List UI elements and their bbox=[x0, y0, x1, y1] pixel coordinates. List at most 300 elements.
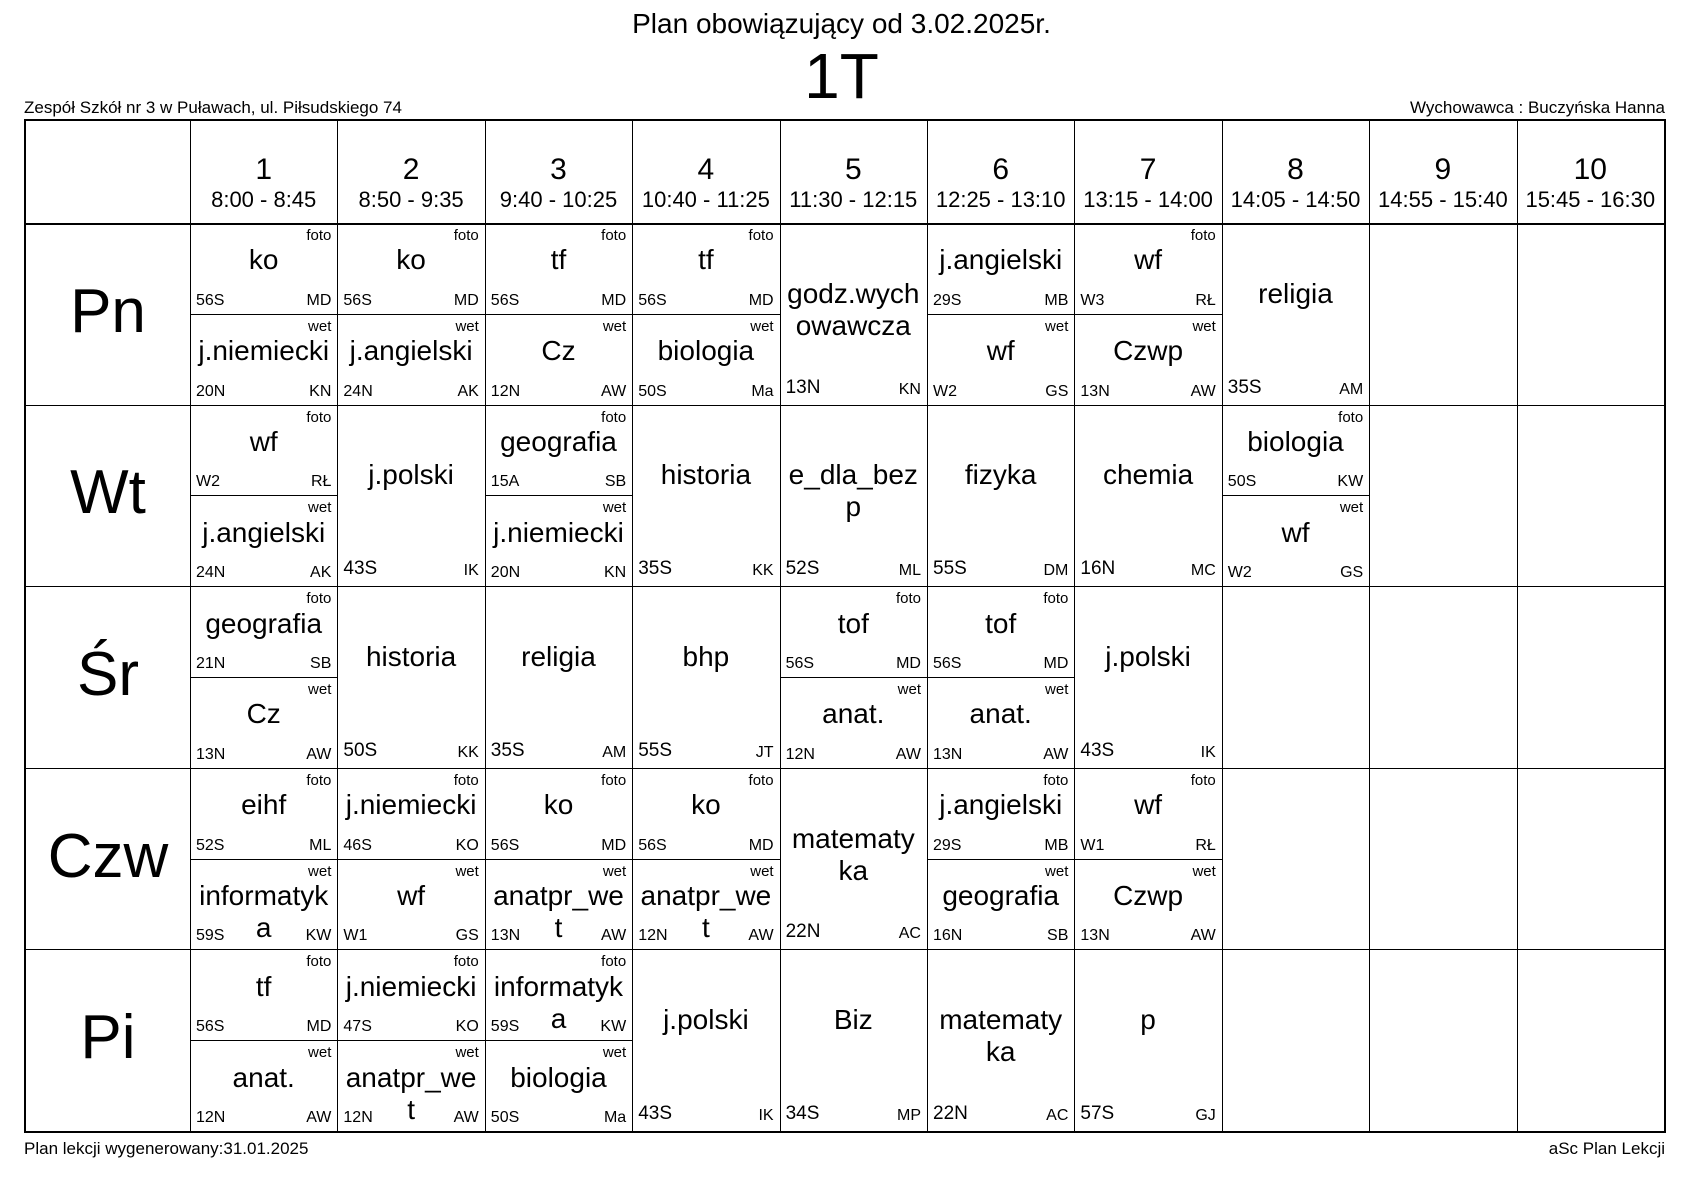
teacher-code: MD bbox=[601, 836, 627, 854]
room-number: 13N bbox=[933, 745, 963, 763]
subject-name: historia bbox=[365, 640, 457, 672]
lesson-group-bottom bbox=[190, 677, 337, 768]
group-tag: foto bbox=[306, 408, 332, 426]
group-tag: wet bbox=[1045, 681, 1069, 698]
empty-cell bbox=[1369, 586, 1516, 768]
subject-name: informatyka bbox=[199, 879, 329, 943]
lesson-group-top bbox=[190, 405, 337, 496]
teacher-code: KN bbox=[898, 380, 921, 398]
lesson-group-top bbox=[1074, 768, 1221, 859]
period-header bbox=[632, 121, 779, 223]
lesson-group-top bbox=[485, 949, 632, 1040]
empty-cell bbox=[1517, 586, 1664, 768]
room-number: 52S bbox=[196, 836, 225, 854]
day-label: Wt bbox=[70, 458, 146, 528]
group-tag: foto bbox=[453, 771, 479, 789]
room-number: 56S bbox=[196, 1018, 225, 1036]
period-time: 12:25 - 13:10 bbox=[935, 187, 1066, 212]
subject-name: ko bbox=[543, 789, 574, 821]
subject-name: j.polski bbox=[663, 1004, 749, 1036]
lesson-group-top bbox=[927, 223, 1074, 314]
day-label: Pn bbox=[70, 276, 146, 346]
period-number: 10 bbox=[1573, 153, 1607, 186]
teacher-code: MD bbox=[896, 654, 921, 672]
room-number: W2 bbox=[933, 382, 957, 400]
teacher-code: DM bbox=[1043, 562, 1069, 580]
group-tag: wet bbox=[308, 317, 332, 335]
room-number: 13N bbox=[196, 745, 226, 763]
group-tag: wet bbox=[602, 499, 627, 517]
period-header bbox=[485, 121, 632, 223]
teacher-code: IK bbox=[463, 562, 479, 580]
subject-name: biologia bbox=[1247, 425, 1344, 457]
teacher-code: KO bbox=[455, 1018, 479, 1036]
room-number: 46S bbox=[343, 836, 372, 854]
room-number: 43S bbox=[638, 1102, 672, 1124]
group-tag: foto bbox=[601, 227, 627, 244]
subject-name: wf bbox=[249, 425, 278, 457]
subject-name: fizyka bbox=[964, 459, 1037, 491]
subject-name: biologia bbox=[510, 1061, 607, 1093]
empty-cell bbox=[1369, 949, 1516, 1131]
room-number: 43S bbox=[1080, 739, 1115, 761]
lesson-cell bbox=[780, 768, 927, 950]
teacher-code: SB bbox=[604, 473, 627, 491]
lesson-group-bottom bbox=[1074, 314, 1221, 405]
subject-name: anatpr_wet bbox=[640, 879, 772, 943]
subject-name: tof bbox=[985, 607, 1017, 639]
period-number: 2 bbox=[402, 153, 420, 186]
lesson-group-top bbox=[485, 405, 632, 496]
group-tag: wet bbox=[1045, 862, 1069, 880]
room-number: 20N bbox=[490, 564, 521, 582]
period-time: 10:40 - 11:25 bbox=[641, 187, 770, 212]
subject-name: j.niemiecki bbox=[198, 335, 330, 367]
lesson-cell bbox=[337, 405, 484, 587]
subject-name: j.niemiecki bbox=[493, 516, 624, 548]
room-number: 20N bbox=[196, 382, 226, 400]
empty-cell bbox=[1517, 768, 1664, 950]
lesson-group-top bbox=[780, 586, 927, 677]
teacher-code: KO bbox=[455, 836, 479, 854]
teacher-code: JT bbox=[755, 743, 774, 761]
subject-name: anat. bbox=[822, 698, 885, 730]
room-number: 35S bbox=[638, 558, 672, 580]
subject-name: religia bbox=[521, 640, 596, 672]
room-number: 29S bbox=[933, 836, 962, 854]
room-number: W1 bbox=[1080, 836, 1105, 854]
class-title: 1T bbox=[804, 40, 879, 112]
period-time: 8:50 - 9:35 bbox=[358, 187, 464, 212]
lesson-cell bbox=[337, 586, 484, 768]
lesson-group-top bbox=[190, 768, 337, 859]
teacher-code: MD bbox=[1043, 654, 1069, 672]
period-number: 5 bbox=[844, 153, 862, 186]
room-number: 29S bbox=[933, 291, 962, 309]
room-number: 56S bbox=[196, 291, 225, 309]
empty-cell bbox=[1222, 949, 1369, 1131]
lesson-group-bottom bbox=[190, 859, 337, 950]
teacher-code: SB bbox=[1047, 927, 1069, 945]
room-number: 56S bbox=[490, 291, 520, 309]
group-tag: foto bbox=[1190, 771, 1216, 789]
lesson-cell bbox=[780, 223, 927, 405]
room-number: 16N bbox=[1080, 558, 1116, 580]
teacher-code: RŁ bbox=[310, 473, 332, 491]
lesson-group-bottom bbox=[337, 1040, 484, 1131]
teacher-code: AW bbox=[601, 382, 627, 400]
subject-name: geografia bbox=[205, 607, 323, 639]
subject-name: j.angielski bbox=[349, 335, 473, 367]
group-tag: foto bbox=[1043, 590, 1069, 608]
teacher-code: AW bbox=[1190, 927, 1216, 945]
group-tag: foto bbox=[453, 227, 479, 244]
subject-name: Czwp bbox=[1113, 335, 1184, 367]
empty-cell bbox=[1369, 768, 1516, 950]
lesson-group-top bbox=[190, 949, 337, 1040]
period-number: 6 bbox=[992, 153, 1010, 186]
teacher-code: AW bbox=[453, 1108, 479, 1126]
subject-name: ko bbox=[248, 244, 279, 276]
teacher-code: MD bbox=[453, 291, 479, 309]
lesson-group-bottom bbox=[485, 1040, 632, 1131]
group-tag: foto bbox=[601, 771, 627, 789]
teacher-code: Ma bbox=[603, 1108, 627, 1126]
plan-effective-date: Plan obowiązujący od 3.02.2025r. bbox=[632, 8, 1051, 39]
period-time: 11:30 - 12:15 bbox=[789, 187, 918, 212]
group-tag: wet bbox=[602, 862, 627, 880]
room-number: 55S bbox=[933, 558, 967, 580]
teacher-code: AW bbox=[748, 927, 774, 945]
subject-name: tf bbox=[698, 244, 714, 276]
lesson-group-bottom bbox=[632, 859, 779, 950]
subject-name: matematyka bbox=[939, 1004, 1063, 1068]
subject-name: j.polski bbox=[368, 459, 454, 491]
empty-cell bbox=[1369, 223, 1516, 405]
teacher-code: MD bbox=[748, 291, 774, 309]
period-time: 14:55 - 15:40 bbox=[1378, 187, 1508, 212]
room-number: 56S bbox=[638, 836, 667, 854]
period-header bbox=[927, 121, 1074, 223]
subject-name: ko bbox=[396, 244, 426, 276]
group-tag: foto bbox=[1190, 227, 1216, 244]
subject-name: wf bbox=[397, 879, 426, 911]
room-number: 22N bbox=[933, 1102, 968, 1124]
teacher-code: MC bbox=[1190, 562, 1216, 580]
period-number: 3 bbox=[550, 153, 567, 186]
group-tag: foto bbox=[453, 953, 479, 971]
room-number: 57S bbox=[1080, 1102, 1115, 1124]
teacher-code: GS bbox=[1045, 382, 1069, 400]
subject-name: wf bbox=[986, 335, 1015, 367]
room-number: W2 bbox=[196, 473, 220, 491]
teacher-code: GJ bbox=[1195, 1106, 1216, 1124]
room-number: 59S bbox=[196, 927, 225, 945]
lesson-group-top bbox=[1074, 223, 1221, 314]
room-number: 22N bbox=[785, 921, 821, 943]
lesson-group-bottom bbox=[337, 859, 484, 950]
homeroom-teacher: Wychowawca : Buczyńska Hanna bbox=[1410, 98, 1665, 117]
period-number: 9 bbox=[1434, 153, 1452, 186]
lesson-group-bottom bbox=[485, 859, 632, 950]
period-header bbox=[1222, 121, 1369, 223]
subject-name: e_dla_bezp bbox=[788, 459, 918, 523]
room-number: W3 bbox=[1080, 291, 1105, 309]
group-tag: foto bbox=[306, 227, 332, 244]
room-number: 21N bbox=[196, 654, 226, 672]
group-tag: foto bbox=[306, 771, 332, 789]
room-number: W1 bbox=[343, 927, 368, 945]
lesson-group-top bbox=[632, 768, 779, 859]
group-tag: wet bbox=[897, 681, 921, 698]
subject-name: geografia bbox=[500, 425, 617, 457]
teacher-code: SB bbox=[310, 654, 332, 672]
teacher-code: AC bbox=[898, 925, 921, 943]
period-header bbox=[780, 121, 927, 223]
lesson-cell bbox=[780, 405, 927, 587]
teacher-code: KN bbox=[309, 382, 332, 400]
teacher-code: AW bbox=[895, 745, 921, 763]
group-tag: wet bbox=[602, 317, 627, 335]
subject-name: j.niemiecki bbox=[345, 970, 477, 1002]
room-number: 12N bbox=[343, 1108, 373, 1126]
teacher-code: IK bbox=[758, 1106, 774, 1124]
room-number: 24N bbox=[196, 564, 226, 582]
teacher-code: GS bbox=[455, 927, 479, 945]
subject-name: j.angielski bbox=[202, 516, 326, 548]
lesson-cell bbox=[780, 949, 927, 1131]
group-tag: wet bbox=[455, 317, 479, 335]
subject-name: anatpr_wet bbox=[493, 879, 624, 943]
period-time: 15:45 - 16:30 bbox=[1525, 187, 1656, 212]
teacher-code: AW bbox=[1043, 745, 1069, 763]
period-time: 8:00 - 8:45 bbox=[211, 187, 317, 212]
room-number: 12N bbox=[490, 382, 521, 400]
teacher-code: ML bbox=[309, 836, 332, 854]
group-tag: wet bbox=[455, 1044, 479, 1062]
subject-name: bhp bbox=[682, 640, 730, 672]
subject-name: informatyka bbox=[493, 970, 624, 1034]
period-number: 8 bbox=[1287, 153, 1304, 186]
room-number: 56S bbox=[638, 291, 667, 309]
group-tag: foto bbox=[1338, 408, 1364, 426]
teacher-code: RŁ bbox=[1195, 836, 1216, 854]
group-tag: wet bbox=[602, 1044, 627, 1062]
group-tag: foto bbox=[748, 771, 774, 789]
teacher-code: AW bbox=[1190, 382, 1216, 400]
period-header bbox=[1074, 121, 1221, 223]
room-number: 35S bbox=[1227, 376, 1262, 398]
teacher-code: AW bbox=[306, 745, 332, 763]
room-number: 16N bbox=[933, 927, 963, 945]
period-header bbox=[1369, 121, 1516, 223]
lesson-cell bbox=[927, 949, 1074, 1131]
empty-cell bbox=[1517, 223, 1664, 405]
day-label: Czw bbox=[47, 821, 169, 891]
teacher-code: KN bbox=[603, 564, 627, 582]
room-number: 56S bbox=[490, 836, 520, 854]
empty-cell bbox=[1517, 405, 1664, 587]
room-number: 52S bbox=[785, 558, 820, 580]
group-tag: wet bbox=[1192, 317, 1216, 335]
teacher-code: KW bbox=[600, 1018, 627, 1036]
lesson-group-top bbox=[190, 586, 337, 677]
lesson-group-bottom bbox=[1222, 495, 1369, 586]
subject-name: Czwp bbox=[1113, 879, 1184, 911]
room-number: 12N bbox=[196, 1108, 226, 1126]
subject-name: wf bbox=[1134, 244, 1163, 276]
lesson-group-bottom bbox=[190, 314, 337, 405]
subject-name: historia bbox=[660, 459, 752, 491]
room-number: 13N bbox=[785, 376, 821, 398]
subject-name: j.niemiecki bbox=[345, 789, 477, 821]
room-number: W2 bbox=[1227, 564, 1252, 582]
lesson-group-top bbox=[190, 223, 337, 314]
group-tag: foto bbox=[601, 408, 627, 426]
room-number: 50S bbox=[490, 1108, 520, 1126]
period-header bbox=[337, 121, 484, 223]
subject-name: ko bbox=[691, 789, 721, 821]
teacher-code: IK bbox=[1200, 743, 1216, 761]
subject-name: geografia bbox=[942, 879, 1060, 911]
room-number: 13N bbox=[1080, 927, 1110, 945]
group-tag: wet bbox=[455, 862, 479, 880]
teacher-code: MD bbox=[601, 291, 627, 309]
lesson-group-bottom bbox=[190, 495, 337, 586]
period-header bbox=[190, 121, 337, 223]
subject-name: anat. bbox=[232, 1061, 295, 1093]
lesson-group-bottom bbox=[927, 677, 1074, 768]
teacher-code: RŁ bbox=[1195, 291, 1216, 309]
lesson-group-bottom bbox=[485, 314, 632, 405]
room-number: 13N bbox=[1080, 382, 1110, 400]
lesson-group-top bbox=[927, 586, 1074, 677]
room-number: 43S bbox=[343, 558, 378, 580]
subject-name: tf bbox=[550, 244, 567, 276]
lesson-group-top bbox=[485, 768, 632, 859]
room-number: 56S bbox=[785, 654, 815, 672]
period-number: 4 bbox=[697, 153, 715, 186]
subject-name: godz.wychowawcza bbox=[787, 277, 920, 341]
lesson-group-bottom bbox=[190, 1040, 337, 1131]
room-number: 50S bbox=[1227, 473, 1257, 491]
room-number: 12N bbox=[785, 745, 815, 763]
teacher-code: AW bbox=[601, 927, 627, 945]
generated-date: Plan lekcji wygenerowany:31.01.2025 bbox=[24, 1139, 309, 1158]
lesson-cell bbox=[632, 949, 779, 1131]
teacher-code: AM bbox=[1339, 380, 1364, 398]
teacher-code: AK bbox=[310, 564, 332, 582]
room-number: 47S bbox=[343, 1018, 372, 1036]
room-number: 13N bbox=[490, 927, 521, 945]
period-time: 13:15 - 14:00 bbox=[1083, 187, 1213, 212]
group-tag: wet bbox=[308, 862, 332, 880]
lesson-cell bbox=[632, 586, 779, 768]
subject-name: Biz bbox=[833, 1004, 873, 1036]
subject-name: wf bbox=[1134, 789, 1163, 821]
teacher-code: ML bbox=[898, 562, 921, 580]
subject-name: religia bbox=[1258, 277, 1333, 309]
period-time: 14:05 - 14:50 bbox=[1230, 187, 1361, 212]
room-number: 35S bbox=[490, 739, 525, 761]
subject-name: anatpr_wet bbox=[345, 1061, 477, 1125]
room-number: 12N bbox=[638, 927, 668, 945]
lesson-cell bbox=[1074, 405, 1221, 587]
group-tag: wet bbox=[750, 317, 774, 335]
period-number: 1 bbox=[255, 153, 273, 186]
empty-cell bbox=[1222, 768, 1369, 950]
group-tag: foto bbox=[306, 590, 332, 608]
room-number: 50S bbox=[638, 382, 667, 400]
subject-name: j.angielski bbox=[939, 244, 1063, 276]
group-tag: wet bbox=[308, 681, 332, 698]
lesson-group-top bbox=[1222, 405, 1369, 496]
subject-name: anat. bbox=[969, 698, 1032, 730]
lesson-group-top bbox=[485, 223, 632, 314]
subject-name: j.polski bbox=[1105, 640, 1191, 672]
lesson-group-bottom bbox=[485, 495, 632, 586]
teacher-code: KW bbox=[305, 927, 332, 945]
subject-name: matematyka bbox=[791, 822, 915, 886]
lesson-cell bbox=[1074, 949, 1221, 1131]
subject-name: Cz bbox=[541, 335, 576, 367]
subject-name: tf bbox=[255, 970, 272, 1002]
room-number: 56S bbox=[343, 291, 372, 309]
lesson-group-bottom bbox=[927, 859, 1074, 950]
group-tag: wet bbox=[1045, 317, 1069, 335]
lesson-group-top bbox=[632, 223, 779, 314]
lesson-cell bbox=[632, 405, 779, 587]
lesson-group-top bbox=[337, 223, 484, 314]
subject-name: Cz bbox=[246, 698, 281, 730]
teacher-code: MP bbox=[896, 1106, 921, 1124]
teacher-code: AC bbox=[1046, 1106, 1069, 1124]
teacher-code: MD bbox=[306, 1018, 332, 1036]
room-number: 15A bbox=[490, 473, 520, 491]
period-header bbox=[1517, 121, 1664, 223]
period-number: 7 bbox=[1139, 153, 1157, 186]
teacher-code: MB bbox=[1044, 291, 1069, 309]
timetable-grid bbox=[24, 119, 1666, 1133]
teacher-code: KW bbox=[1337, 473, 1364, 491]
subject-name: eihf bbox=[241, 789, 287, 821]
empty-cell bbox=[1517, 949, 1664, 1131]
teacher-code: GS bbox=[1340, 564, 1364, 582]
subject-name: biologia bbox=[657, 335, 755, 367]
lesson-group-bottom bbox=[337, 314, 484, 405]
period-time: 9:40 - 10:25 bbox=[499, 187, 618, 212]
room-number: 50S bbox=[343, 739, 378, 761]
room-number: 59S bbox=[490, 1018, 520, 1036]
day-label: Pi bbox=[80, 1003, 136, 1073]
teacher-code: MB bbox=[1044, 836, 1069, 854]
room-number: 34S bbox=[785, 1102, 820, 1124]
subject-name: chemia bbox=[1102, 459, 1194, 491]
room-number: 56S bbox=[933, 654, 962, 672]
software-credit: aSc Plan Lekcji bbox=[1548, 1139, 1665, 1158]
empty-cell bbox=[1369, 405, 1516, 587]
subject-name: wf bbox=[1281, 516, 1310, 548]
lesson-group-top bbox=[337, 949, 484, 1040]
teacher-code: AM bbox=[602, 743, 627, 761]
teacher-code: KK bbox=[752, 562, 774, 580]
group-tag: foto bbox=[601, 953, 627, 971]
group-tag: foto bbox=[748, 227, 774, 244]
school-name: Zespół Szkół nr 3 w Puławach, ul. Piłsudskiego 74 bbox=[24, 98, 402, 117]
group-tag: wet bbox=[750, 862, 774, 880]
room-number: 24N bbox=[343, 382, 373, 400]
lesson-group-bottom bbox=[632, 314, 779, 405]
